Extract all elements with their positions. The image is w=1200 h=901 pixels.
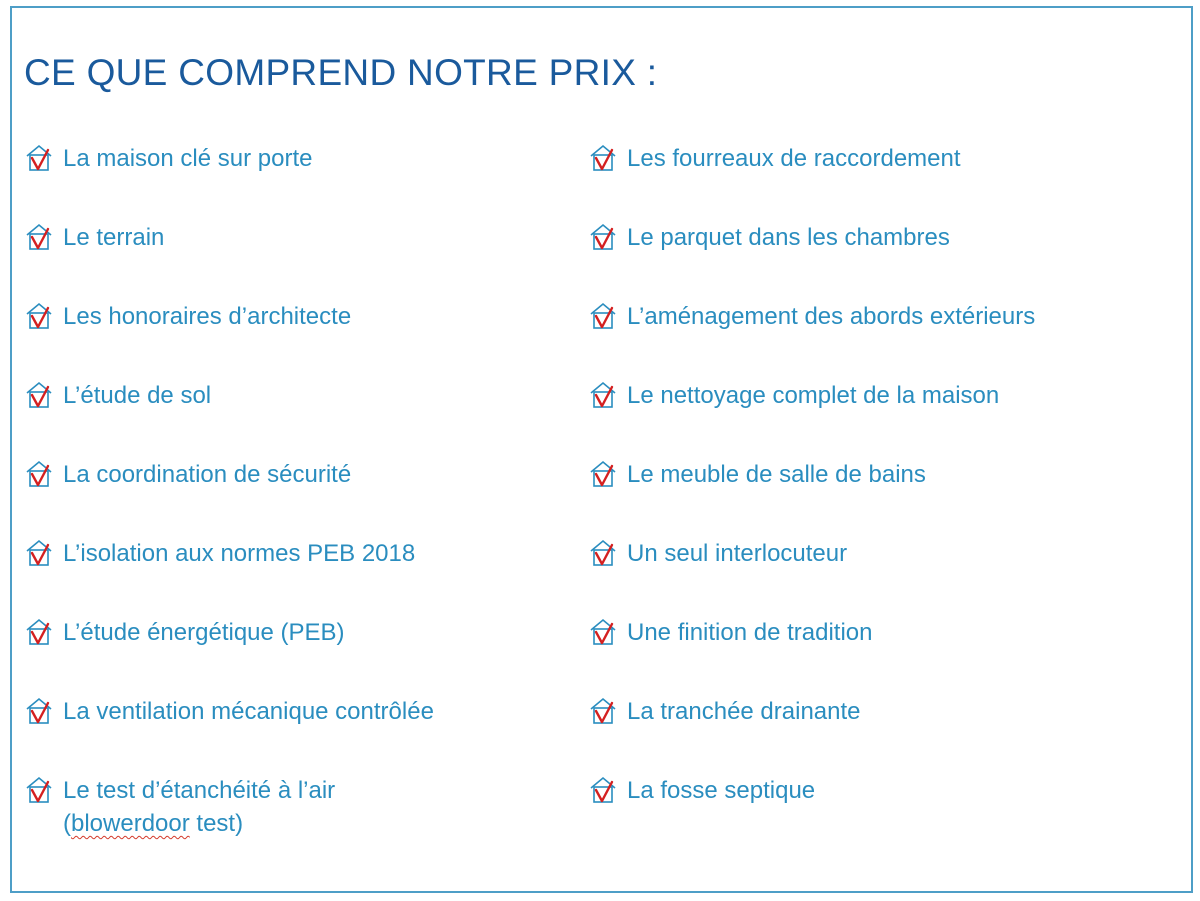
house-check-icon <box>588 222 618 252</box>
left-item <box>24 300 351 333</box>
house-check-icon <box>24 538 54 568</box>
house-check-icon <box>588 459 618 489</box>
left-item-text: La coordination de sécurité <box>63 461 352 488</box>
right-item-label <box>627 458 926 491</box>
house-check-icon <box>24 380 54 410</box>
left-item <box>24 537 415 570</box>
house-check-icon <box>588 617 618 647</box>
house-check-icon-svg <box>588 459 618 489</box>
left-item-label <box>63 616 345 649</box>
house-check-icon <box>588 538 618 568</box>
left-item <box>24 774 335 840</box>
house-check-icon <box>588 775 618 805</box>
right-item-label <box>627 300 1035 333</box>
house-check-icon <box>24 696 54 726</box>
right-item-label <box>627 616 872 649</box>
house-check-icon-svg <box>24 538 54 568</box>
house-check-icon-svg <box>588 617 618 647</box>
right-item <box>588 695 861 728</box>
house-check-icon <box>24 143 54 173</box>
house-check-icon-svg <box>24 775 54 805</box>
right-item-text: Le parquet dans les chambres <box>627 224 950 251</box>
right-item-label <box>627 221 950 254</box>
right-item-text: Un seul interlocuteur <box>627 540 848 567</box>
left-item-text: Le terrain <box>63 224 165 251</box>
house-check-icon <box>24 459 54 489</box>
left-item-label <box>63 379 211 412</box>
right-item <box>588 300 1035 333</box>
house-check-icon-svg <box>24 380 54 410</box>
left-item-text: La ventilation mécanique contrôlée <box>63 698 434 725</box>
house-check-icon-svg <box>24 301 54 331</box>
line2-rest: test) <box>189 810 244 837</box>
house-check-icon-svg <box>588 143 618 173</box>
house-check-icon-svg <box>24 143 54 173</box>
left-item-text: Les honoraires d’architecte <box>63 303 352 330</box>
left-item-text: La maison clé sur porte <box>63 145 313 172</box>
left-item-text: L’étude de sol <box>63 382 212 409</box>
right-item-text: La tranchée drainante <box>627 698 861 725</box>
right-item <box>588 379 999 412</box>
left-item <box>24 695 434 728</box>
house-check-icon-svg <box>24 222 54 252</box>
right-item-label <box>627 142 961 175</box>
right-item-label <box>627 379 999 412</box>
right-item-text: Une finition de tradition <box>627 619 873 646</box>
left-item-label <box>63 142 312 175</box>
right-item-text: Le meuble de salle de bains <box>627 461 926 488</box>
house-check-icon <box>588 143 618 173</box>
right-item-text: Le nettoyage complet de la maison <box>627 382 1000 409</box>
right-item-text: Les fourreaux de raccordement <box>627 145 961 172</box>
left-item-text: L’isolation aux normes PEB 2018 <box>63 540 416 567</box>
house-check-icon-svg <box>24 617 54 647</box>
page-title: CE QUE COMPREND NOTRE PRIX : <box>24 52 658 93</box>
house-check-icon-svg <box>24 459 54 489</box>
right-item-label <box>627 695 861 728</box>
right-item-text: La fosse septique <box>627 777 816 804</box>
house-check-icon <box>588 301 618 331</box>
house-check-icon <box>588 380 618 410</box>
house-check-icon-svg <box>588 380 618 410</box>
left-item-label <box>63 695 434 728</box>
left-item-label <box>63 774 335 840</box>
house-check-icon <box>24 301 54 331</box>
right-item <box>588 774 815 807</box>
left-item-label <box>63 300 351 333</box>
right-item <box>588 142 961 175</box>
left-item <box>24 379 211 412</box>
left-item-label <box>63 458 351 491</box>
house-check-icon <box>24 617 54 647</box>
paren-open: ( <box>63 810 71 837</box>
right-item <box>588 616 872 649</box>
right-item <box>588 221 950 254</box>
house-check-icon-svg <box>588 775 618 805</box>
right-item-label <box>627 537 847 570</box>
house-check-icon <box>24 222 54 252</box>
left-item <box>24 221 164 254</box>
house-check-icon-svg <box>588 222 618 252</box>
left-item <box>24 142 312 175</box>
house-check-icon-svg <box>24 696 54 726</box>
left-item <box>24 458 351 491</box>
spellcheck-word: blowerdoor <box>71 810 190 837</box>
slide-frame <box>10 6 1193 893</box>
left-item-text: L’étude énergétique (PEB) <box>63 619 345 646</box>
right-item <box>588 537 847 570</box>
left-item-text-line2 <box>63 807 335 840</box>
left-item-label <box>63 221 164 254</box>
right-item-label <box>627 774 815 807</box>
right-item <box>588 458 926 491</box>
house-check-icon <box>24 775 54 805</box>
house-check-icon <box>588 696 618 726</box>
house-check-icon-svg <box>588 538 618 568</box>
left-item-label <box>63 537 415 570</box>
right-item-text: L’aménagement des abords extérieurs <box>627 303 1036 330</box>
house-check-icon-svg <box>588 696 618 726</box>
house-check-icon-svg <box>588 301 618 331</box>
left-item-text: Le test d’étanchéité à l’air <box>63 777 336 804</box>
left-item <box>24 616 345 649</box>
